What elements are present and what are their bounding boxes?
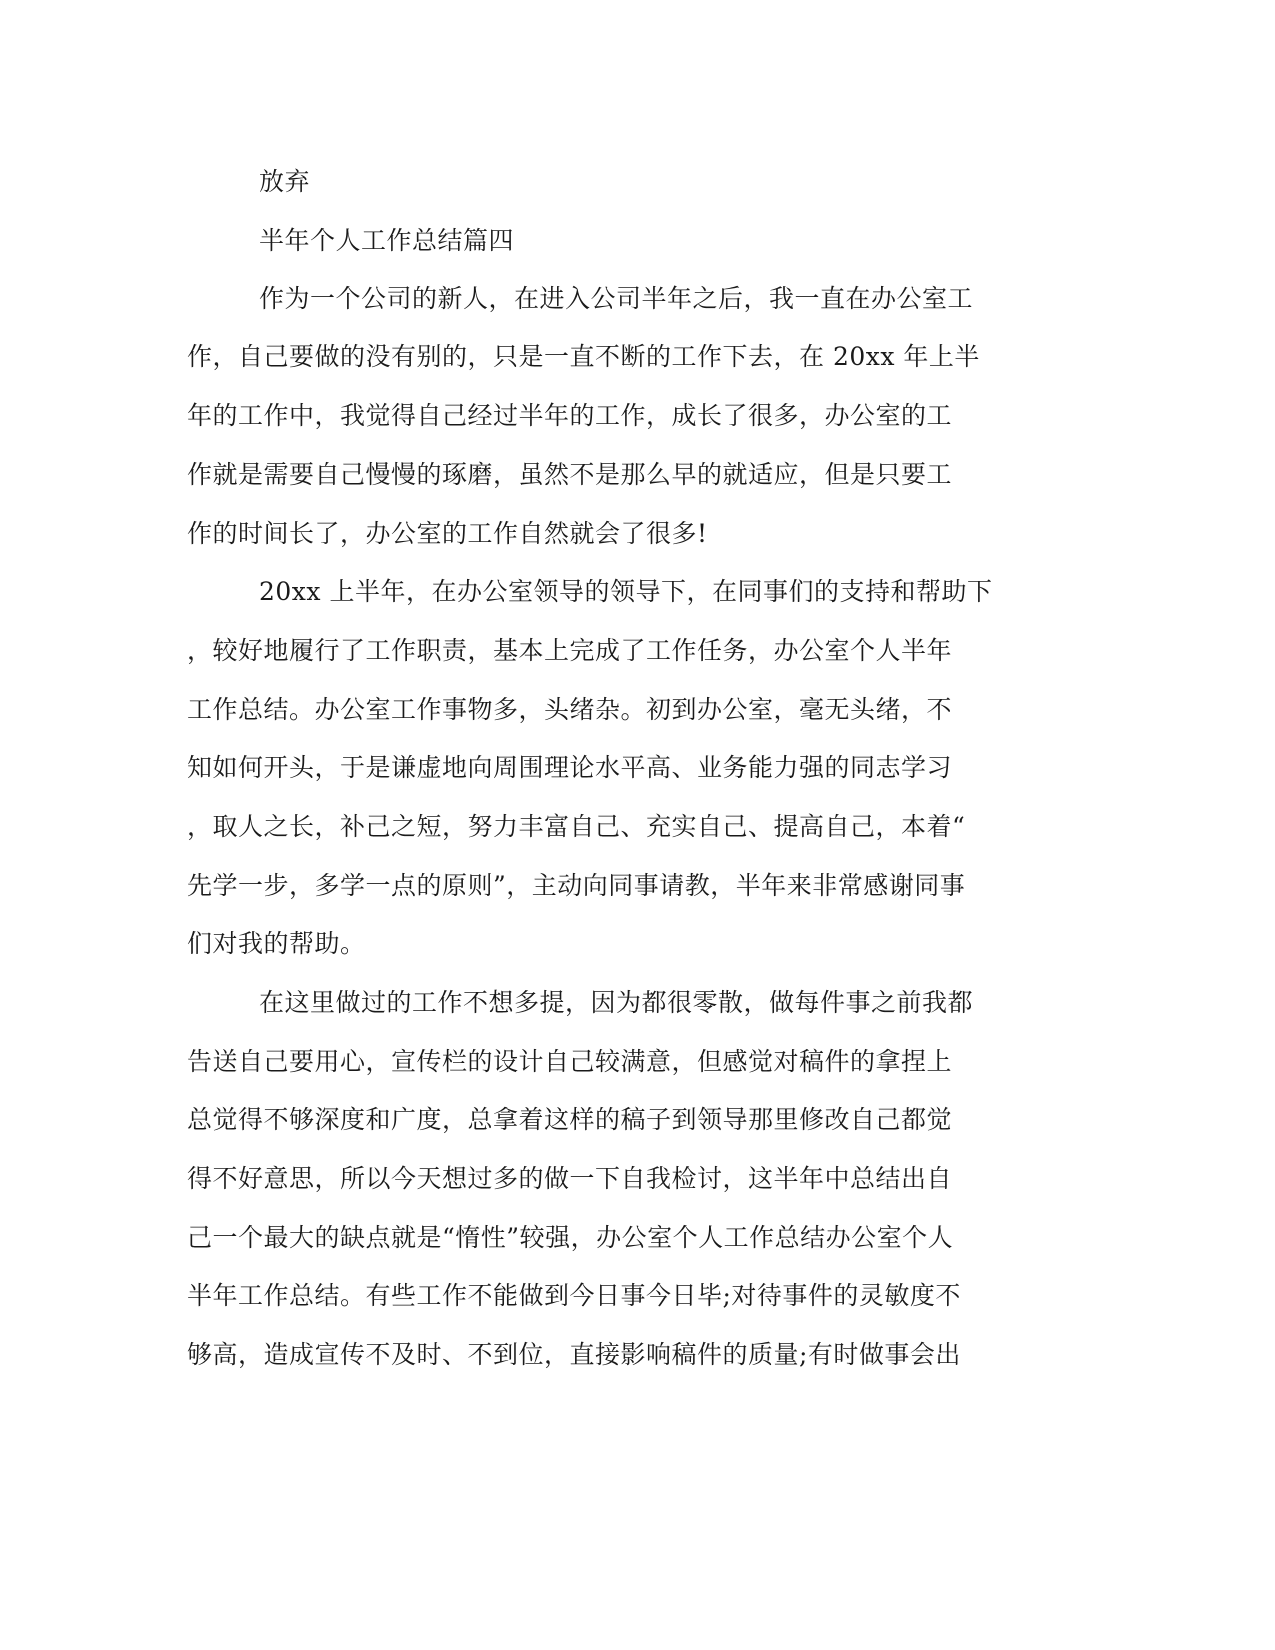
paragraph-3-line-2: 告送自己要用心，宣传栏的设计自己较满意，但感觉对稿件的拿捏上 [187, 1047, 953, 1076]
paragraph-3-line-4: 得不好意思，所以今天想过多的做一下自我检讨，这半年中总结出自 [187, 1164, 953, 1193]
paragraph-3-line-3: 总觉得不够深度和广度，总拿着这样的稿子到领导那里修改自己都觉 [187, 1105, 953, 1134]
paragraph-1-line-5: 作的时间长了，办公室的工作自然就会了很多! [187, 519, 708, 548]
paragraph-1-line-4: 作就是需要自己慢慢的琢磨，虽然不是那么早的就适应，但是只要工 [187, 460, 953, 489]
paragraph-2-line-5: ，取人之长，补己之短，努力丰富自己、充实自己、提高自己，本着“ [187, 812, 966, 841]
paragraph-2-line-7: 们对我的帮助。 [187, 929, 366, 958]
paragraph-3-line-5: 己一个最大的缺点就是“惰性”较强，办公室个人工作总结办公室个人 [187, 1223, 954, 1252]
paragraph-3-line-1: 在这里做过的工作不想多提，因为都很零散，做每件事之前我都 [259, 988, 974, 1017]
paragraph-1-line-3: 年的工作中，我觉得自己经过半年的工作，成长了很多，办公室的工 [187, 401, 953, 430]
paragraph-3-line-6: 半年工作总结。有些工作不能做到今日事今日毕;对待事件的灵敏度不 [187, 1281, 961, 1310]
paragraph-2-line-4: 知如何开头，于是谦虚地向周围理论水平高、业务能力强的同志学习 [187, 753, 953, 782]
text-line-fragment: 放弃 [259, 167, 311, 196]
paragraph-2-line-1: 20xx 上半年，在办公室领导的领导下，在同事们的支持和帮助下 [259, 577, 993, 606]
paragraph-3-line-7: 够高，造成宣传不及时、不到位，直接影响稿件的质量;有时做事会出 [187, 1340, 961, 1369]
paragraph-2-line-3: 工作总结。办公室工作事物多，头绪杂。初到办公室，毫无头绪，不 [187, 695, 953, 724]
paragraph-2-line-2: ，较好地履行了工作职责，基本上完成了工作任务，办公室个人半年 [187, 636, 953, 665]
paragraph-1-line-1: 作为一个公司的新人，在进入公司半年之后，我一直在办公室工 [259, 284, 974, 313]
section-heading: 半年个人工作总结篇四 [259, 226, 515, 255]
paragraph-2-line-6: 先学一步，多学一点的原则”，主动向同事请教，半年来非常感谢同事 [187, 871, 966, 900]
paragraph-1-line-2: 作，自己要做的没有别的，只是一直不断的工作下去，在 20xx 年上半 [187, 342, 980, 371]
